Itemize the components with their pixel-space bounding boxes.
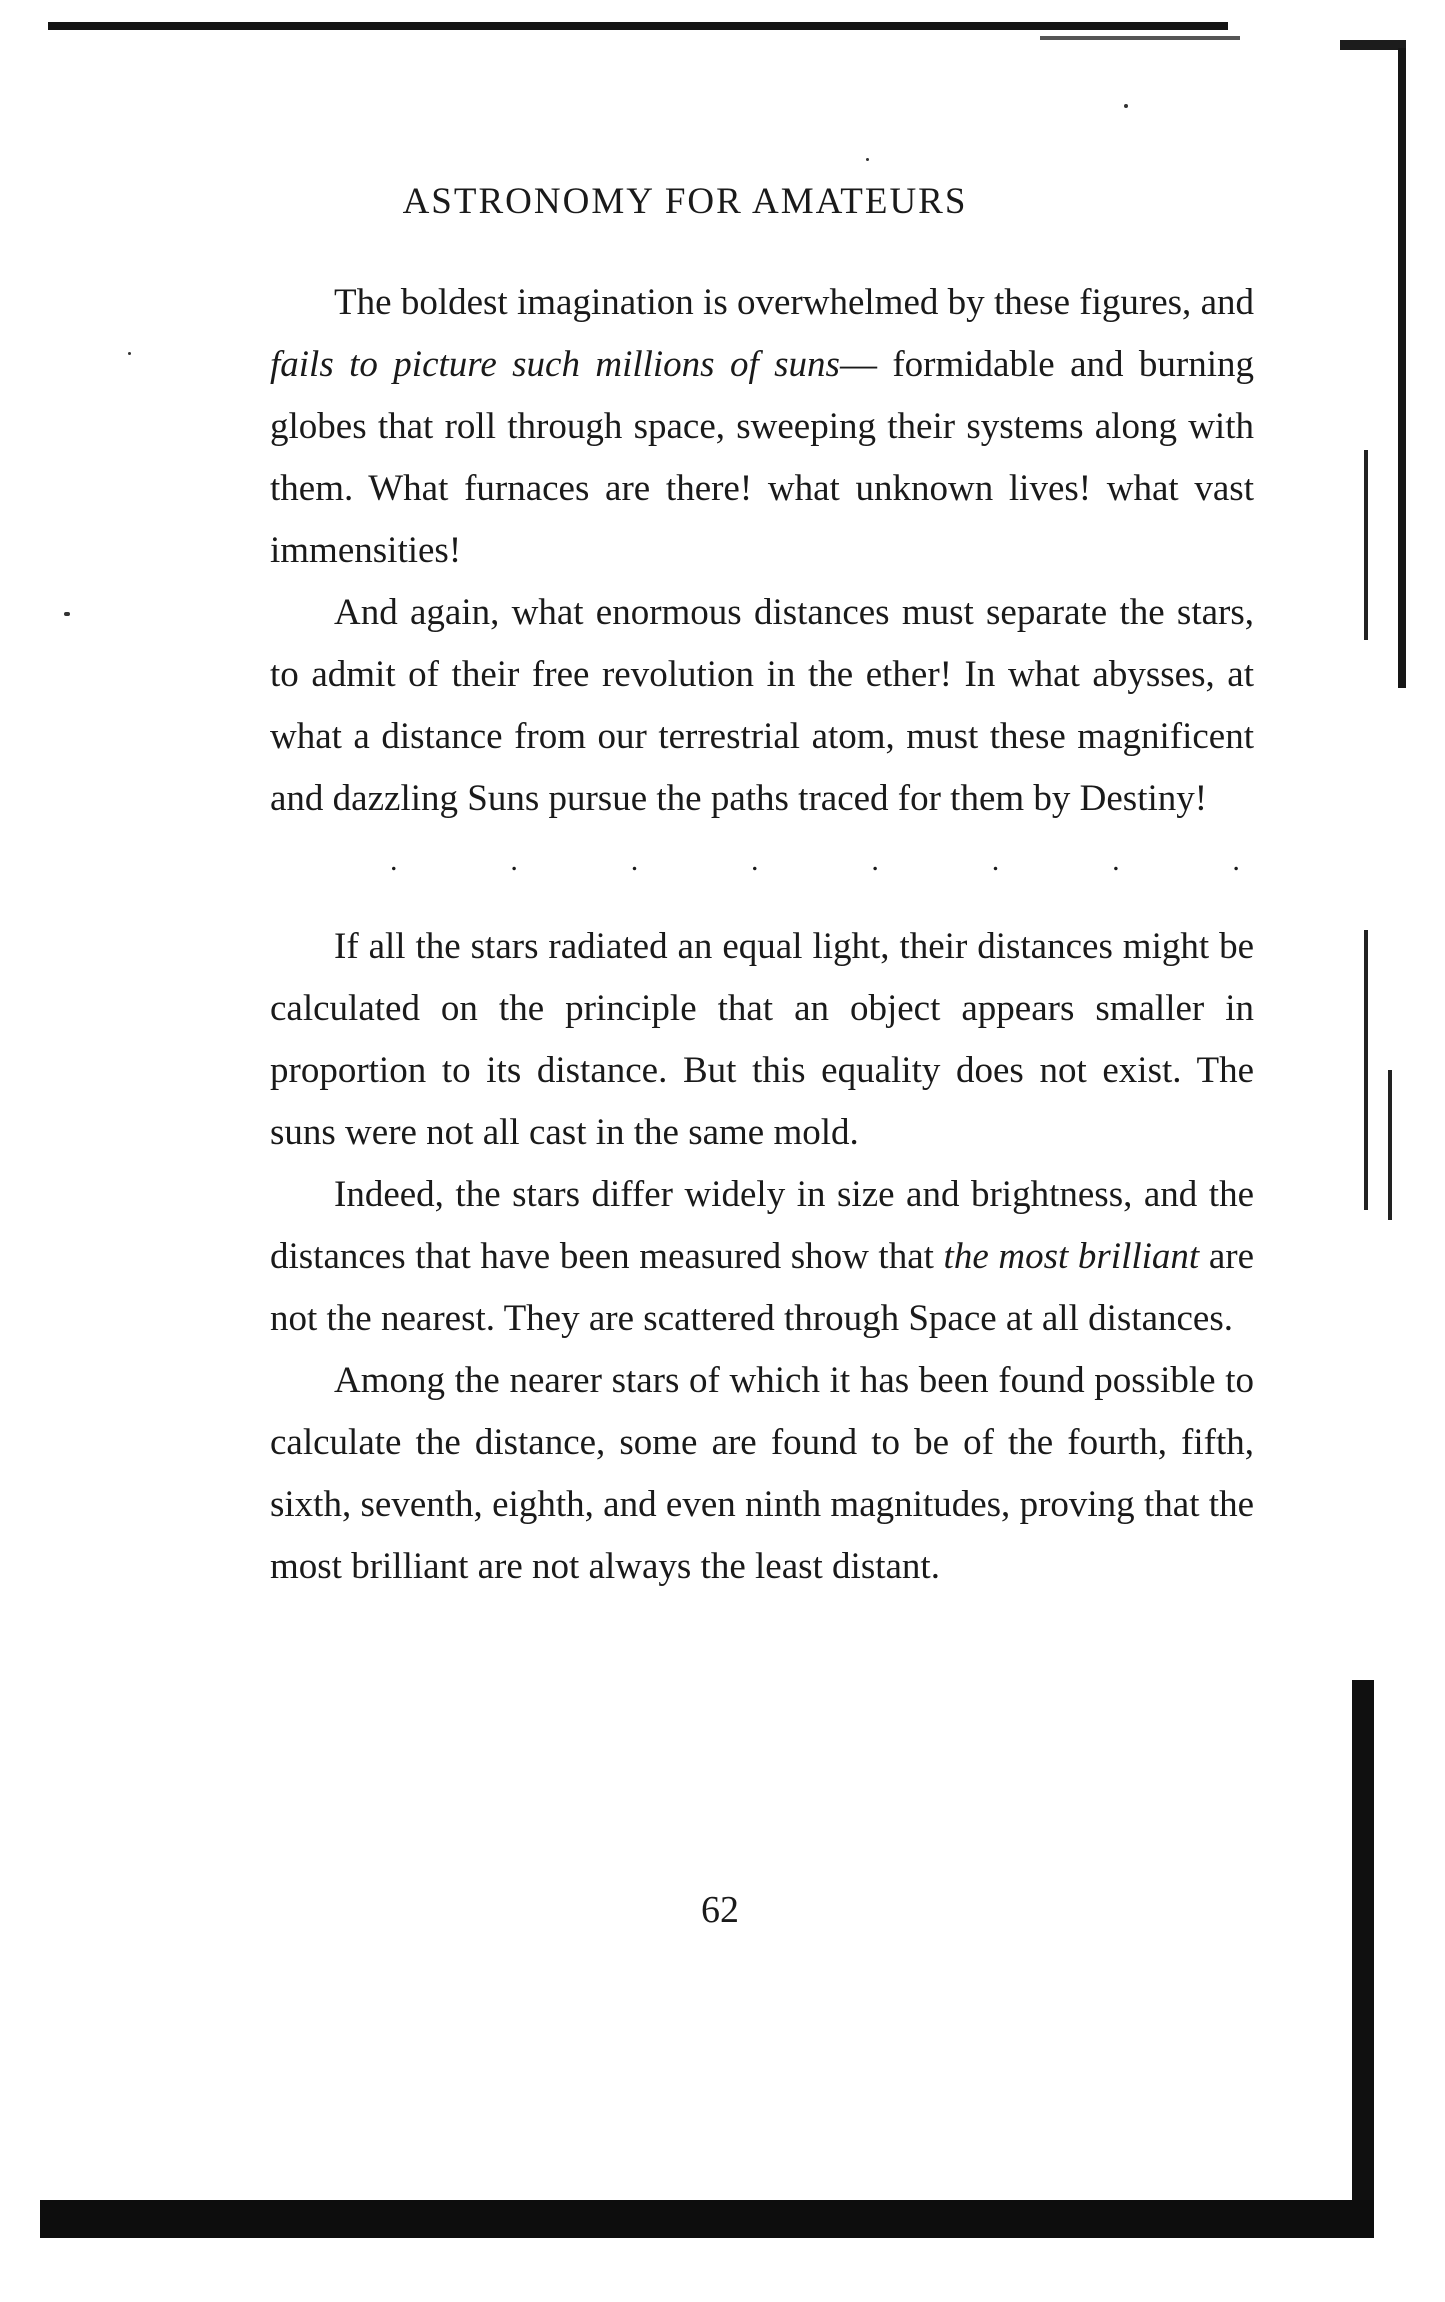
- separator-dot: .: [390, 844, 398, 877]
- separator-dot: .: [510, 844, 518, 877]
- paragraph-4-text-a: Indeed, the stars differ widely in size and brightness, and the distances that have been measured show that: [270, 1174, 1254, 1277]
- separator-dot: .: [751, 844, 759, 877]
- paragraph-1-italic-phrase: fails to picture such millions of suns: [270, 344, 840, 385]
- scan-border-top-fragment: [1040, 36, 1240, 40]
- paragraph-1-text-a: The boldest imagination is overwhelmed by these figures, and: [334, 282, 1254, 323]
- scan-border-bottom: [40, 2200, 1374, 2238]
- paragraph-2: And again, what enormous distances must separate the stars, to admit of their free revolution in the ether! In what abysses, at what a distance from our terrestrial atom, must these magnificent and dazzling Suns pursue the paths traced for them by Destiny!: [270, 592, 1254, 819]
- separator-dot: .: [630, 844, 639, 877]
- body-text: [270, 272, 1254, 1598]
- scan-speck: [64, 612, 70, 616]
- scan-border-corner: [1340, 40, 1406, 50]
- paragraph-3: If all the stars radiated an equal light, their distances might be calculated on the principle that an object appears smaller in proportion to its distance. But this equality does not exist. The suns were not all cast in the same mold.: [270, 926, 1254, 1153]
- paragraph-1-text-b: — formidable and burning globes that roll through space, sweeping their systems along with them. What furnaces are there! what unknown lives! what vast immensities!: [270, 344, 1254, 571]
- section-separator: [270, 830, 1254, 892]
- running-head-title: ASTRONOMY FOR AMATEURS: [402, 181, 968, 222]
- separator-dot: .: [1112, 844, 1120, 877]
- scan-mark: [1388, 1070, 1392, 1220]
- scan-speck: [128, 352, 131, 355]
- separator-dot: .: [991, 844, 1000, 877]
- scan-border-top: [48, 22, 1228, 30]
- page-number: 62: [701, 1889, 739, 1931]
- separator-dot: .: [1232, 844, 1240, 877]
- paragraph-4: [270, 1164, 1254, 1350]
- separator-dot: .: [871, 844, 879, 877]
- paragraph-4-italic-phrase: the most brilliant: [943, 1236, 1200, 1277]
- scan-mark: [1364, 930, 1368, 1210]
- paragraph-4-text-b: are not the nearest. They are scattered through Space at all distances.: [270, 1236, 1254, 1339]
- paragraph-1: [270, 272, 1254, 582]
- scan-speck: [866, 158, 869, 161]
- scan-border-right-lower: [1352, 1680, 1374, 2200]
- paragraph-5: Among the nearer stars of which it has been found possible to calculate the distance, some are found to be of the fourth, fifth, sixth, seventh, eighth, and even ninth magnitudes, proving that the most brilliant are not always the least distant.: [270, 1360, 1254, 1587]
- scan-speck: [1124, 104, 1128, 108]
- scan-border-right: [1398, 48, 1406, 688]
- scan-mark: [1364, 450, 1368, 640]
